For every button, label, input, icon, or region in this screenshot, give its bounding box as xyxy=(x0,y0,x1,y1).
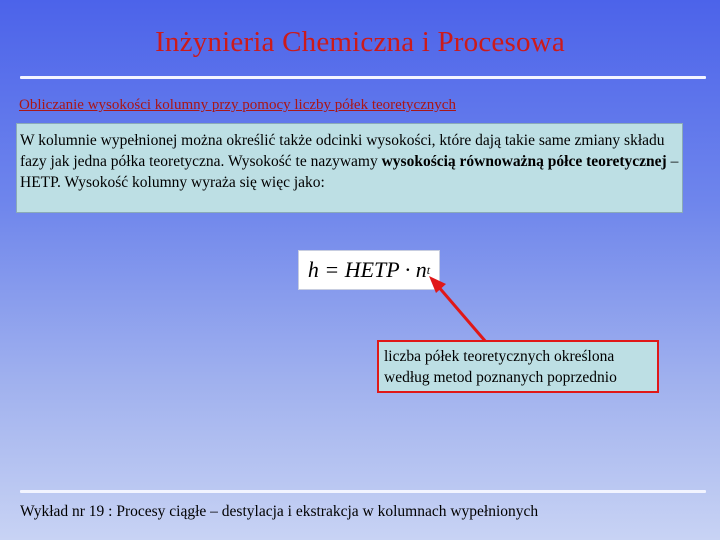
footer-text: Wykład nr 19 : Procesy ciągłe – destylacja i ekstrakcja w kolumnach wypełnionych xyxy=(20,503,539,520)
info-bold-term: wysokością równoważną półce teoretycznej xyxy=(381,153,667,170)
annotation-box: liczba półek teoretycznych określona według metod poznanych poprzednio xyxy=(377,340,659,393)
info-text-intro: W kolumnie wypełnionej można określić także odcinki wysokości, które dają takie same zmiany składu fazy jak jedna półka teoretyczna. Wysokość te nazywamy xyxy=(20,132,665,170)
footer-divider xyxy=(20,490,706,493)
slide-title: Inżynieria Chemiczna i Procesowa xyxy=(155,26,565,58)
section-heading: Obliczanie wysokości kolumny przy pomocy liczby półek teoretycznych xyxy=(19,97,456,113)
formula-subscript: t xyxy=(426,262,431,277)
info-text-outro: – HETP. Wysokość kolumny wyraża się więc jako: xyxy=(20,153,679,191)
formula-expression: h = HETP · n xyxy=(307,257,427,282)
